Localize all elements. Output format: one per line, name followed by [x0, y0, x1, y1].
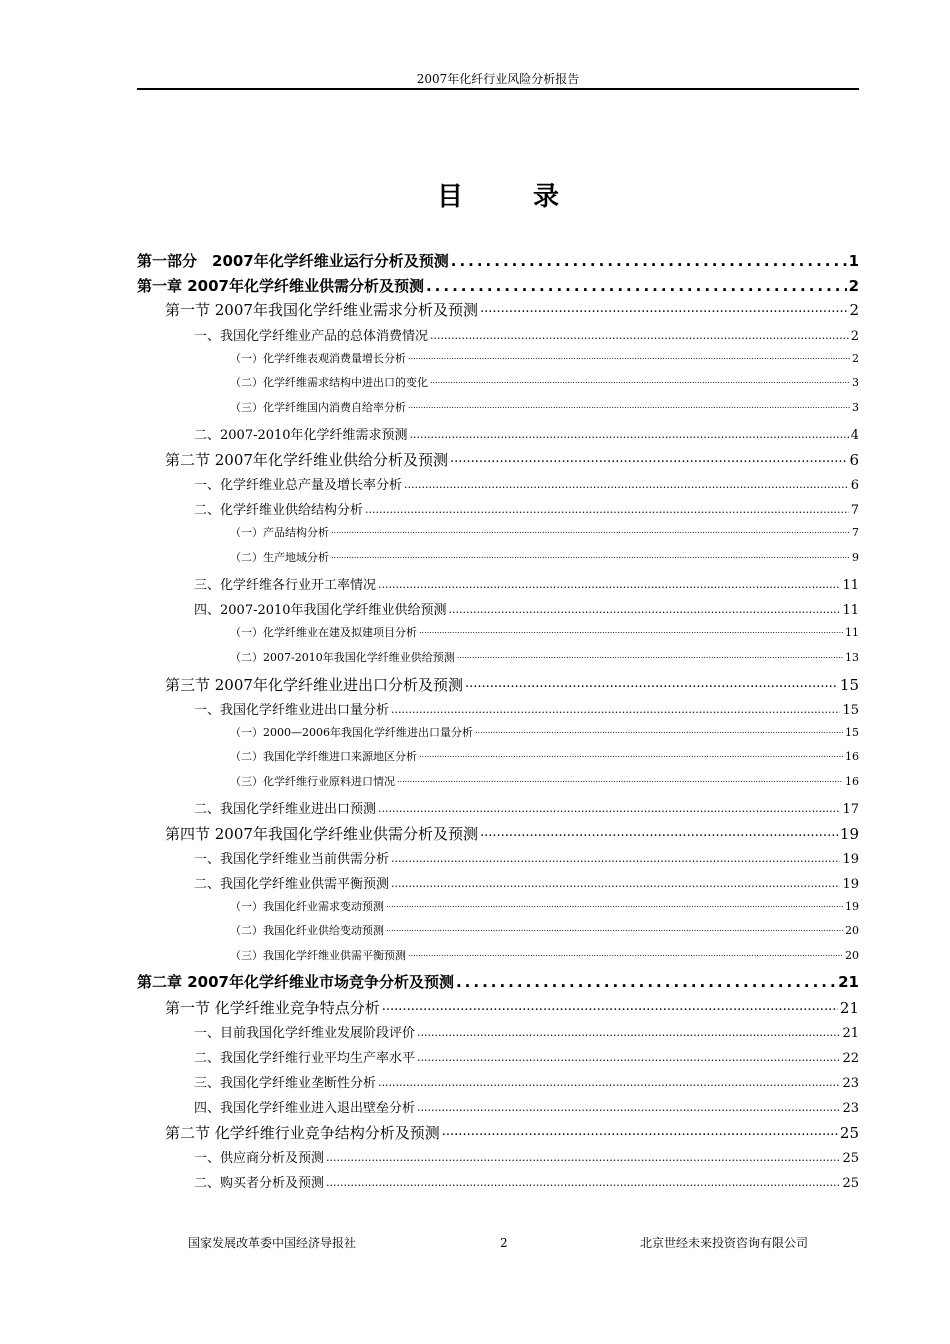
- toc-entry-title: 一、目前我国化学纤维业发展阶段评价: [194, 1026, 416, 1041]
- toc-entry-title: （一）化学纤维表观消费量增长分析: [230, 352, 406, 365]
- toc-page-number: 23: [842, 1076, 859, 1091]
- toc-entry-title: 四、2007-2010年我国化学纤维业供给预测: [194, 603, 447, 618]
- toc-entry-title: （二）化学纤维需求结构中进出口的变化: [230, 376, 428, 389]
- toc-dot-leader: [378, 802, 840, 817]
- toc-entry-title: （一）我国化纤业需求变动预测: [230, 900, 384, 913]
- toc-entry[interactable]: [194, 1022, 859, 1042]
- toc-page-number: 9: [852, 551, 859, 564]
- toc-entry[interactable]: [194, 499, 859, 519]
- toc-entry-title: 三、我国化学纤维业垄断性分析: [194, 1076, 377, 1091]
- footer-page-number: 2: [500, 1236, 508, 1250]
- toc-page-number: 3: [852, 376, 859, 389]
- toc-entry[interactable]: [165, 299, 859, 321]
- toc-dot-leader: [331, 526, 850, 539]
- toc-dot-leader: [391, 877, 840, 892]
- toc-dot-leader: [408, 949, 843, 962]
- toc-page-number: 15: [845, 726, 859, 739]
- toc-dot-leader: [391, 703, 840, 718]
- footer-publisher: 国家发展改革委中国经济导报社: [188, 1236, 357, 1250]
- toc-page-number: 11: [842, 603, 859, 618]
- toc-entry[interactable]: [230, 624, 859, 642]
- toc-page-number: 7: [850, 503, 859, 518]
- toc-dot-leader: [430, 329, 849, 344]
- toc-entry-title: 二、购买者分析及预测: [194, 1176, 325, 1191]
- toc-page-number: 6: [850, 478, 859, 493]
- toc-dot-leader: [365, 503, 849, 518]
- toc-entry[interactable]: [165, 823, 859, 845]
- toc-page-number: 19: [842, 877, 859, 892]
- toc-entry[interactable]: [194, 1072, 859, 1092]
- toc-dot-leader: [419, 750, 843, 763]
- toc-entry[interactable]: [230, 748, 859, 766]
- toc-page-number: 11: [845, 626, 859, 639]
- toc-entry-title: 二、我国化学纤维业进出口预测: [194, 802, 377, 817]
- toc-dot-leader: [331, 551, 850, 564]
- toc-page-number: 19: [845, 900, 859, 913]
- toc-title: 目 录: [436, 182, 581, 212]
- toc-page-number: 16: [845, 750, 859, 763]
- toc-dot-leader: [465, 676, 838, 694]
- toc-entry-title: 第三节 2007年化学纤维业进出口分析及预测: [165, 676, 463, 694]
- toc-entry[interactable]: [194, 1147, 859, 1167]
- toc-page-number: 7: [852, 526, 859, 539]
- toc-page-number: 20: [845, 924, 859, 937]
- footer-company: 北京世经未来投资咨询有限公司: [640, 1236, 809, 1250]
- toc-dot-leader: [451, 252, 847, 270]
- toc-entry-title: 第一节 化学纤维业竞争特点分析: [165, 999, 380, 1017]
- toc-page-number: 25: [842, 1151, 859, 1166]
- toc-entry[interactable]: [230, 524, 859, 542]
- toc-entry[interactable]: [194, 599, 859, 619]
- toc-entry[interactable]: [230, 947, 859, 965]
- toc-entry-title: 四、我国化学纤维业进入退出壁垒分析: [194, 1101, 416, 1116]
- toc-entry-title: 第二节 化学纤维行业竞争结构分析及预测: [165, 1124, 440, 1142]
- toc-entry[interactable]: [230, 649, 859, 667]
- toc-dot-leader: [442, 1124, 838, 1142]
- toc-page-number: 16: [845, 775, 859, 788]
- toc-entry-title: 第四节 2007年我国化学纤维业供需分析及预测: [165, 825, 478, 843]
- toc-entry-title: （一）产品结构分析: [230, 526, 329, 539]
- toc-entry-title: 二、2007-2010年化学纤维需求预测: [194, 428, 408, 443]
- toc-entry[interactable]: [165, 449, 859, 471]
- toc-dot-leader: [391, 852, 840, 867]
- toc-entry-title: （二）2007-2010年我国化学纤维业供给预测: [230, 651, 455, 664]
- toc-dot-leader: [408, 352, 850, 365]
- toc-page-number: 15: [842, 703, 859, 718]
- toc-entry[interactable]: [165, 1122, 859, 1144]
- toc-dot-leader: [450, 451, 848, 469]
- toc-dot-leader: [480, 301, 848, 319]
- toc-entry-title: 二、化学纤维业供给结构分析: [194, 503, 364, 518]
- toc-entry[interactable]: [194, 474, 859, 494]
- toc-page-number: 19: [839, 825, 859, 843]
- toc-dot-leader: [404, 478, 849, 493]
- toc-dot-leader: [378, 1076, 840, 1091]
- toc-dot-leader: [417, 1101, 840, 1116]
- toc-entry[interactable]: [165, 997, 859, 1019]
- toc-entry[interactable]: [137, 250, 859, 272]
- toc-entry-title: 二、我国化学纤维行业平均生产率水平: [194, 1051, 416, 1066]
- toc-dot-leader: [417, 1026, 840, 1041]
- toc-dot-leader: [326, 1151, 840, 1166]
- toc-entry[interactable]: [230, 898, 859, 916]
- toc-entry-title: （一）化学纤维业在建及拟建项目分析: [230, 626, 417, 639]
- toc-dot-leader: [408, 401, 850, 414]
- toc-entry[interactable]: [230, 399, 859, 417]
- toc-entry-title: 第一部分 2007年化学纤维业运行分析及预测: [137, 252, 449, 270]
- toc-page-number: 3: [852, 401, 859, 414]
- toc-dot-leader: [456, 973, 836, 991]
- toc-entry-title: （二）生产地域分析: [230, 551, 329, 564]
- toc-dot-leader: [326, 1176, 840, 1191]
- toc-entry[interactable]: [194, 848, 859, 868]
- toc-entry-title: 第二章 2007年化学纤维业市场竞争分析及预测: [137, 973, 454, 991]
- toc-entry-title: 三、化学纤维各行业开工率情况: [194, 578, 377, 593]
- toc-entry[interactable]: [194, 1172, 859, 1192]
- toc-entry[interactable]: [230, 922, 859, 940]
- toc-page-number: 25: [842, 1176, 859, 1191]
- toc-entry[interactable]: [194, 1047, 859, 1067]
- toc-dot-leader: [410, 428, 849, 443]
- toc-dot-leader: [430, 376, 850, 389]
- toc-entry-title: 第二节 2007年化学纤维业供给分析及预测: [165, 451, 448, 469]
- toc-entry[interactable]: [194, 798, 859, 818]
- toc-dot-leader: [475, 726, 843, 739]
- toc-entry[interactable]: [230, 724, 859, 742]
- toc-entry[interactable]: [194, 699, 859, 719]
- toc-entry-title: 一、我国化学纤维业进出口量分析: [194, 703, 390, 718]
- toc-dot-leader: [419, 626, 843, 639]
- toc-entry[interactable]: [194, 574, 859, 594]
- toc-page-number: 22: [842, 1051, 859, 1066]
- toc-entry[interactable]: [194, 873, 859, 893]
- toc-page-number: 11: [842, 578, 859, 593]
- toc-dot-leader: [382, 999, 838, 1017]
- toc-dot-leader: [386, 924, 843, 937]
- toc-entry-title: 一、我国化学纤维业产品的总体消费情况: [194, 329, 429, 344]
- toc-entry[interactable]: [230, 773, 859, 791]
- toc-page-number: 2: [848, 277, 859, 295]
- toc-dot-leader: [457, 651, 843, 664]
- toc-entry-title: 一、供应商分析及预测: [194, 1151, 325, 1166]
- toc-entry-title: （二）我国化学纤维进口来源地区分析: [230, 750, 417, 763]
- toc-dot-leader: [417, 1051, 840, 1066]
- toc-page-number: 20: [845, 949, 859, 962]
- toc-entry[interactable]: [137, 275, 859, 297]
- toc-entry-title: 一、化学纤维业总产量及增长率分析: [194, 478, 403, 493]
- toc-page-number: 2: [849, 301, 859, 319]
- toc-page-number: 4: [850, 428, 859, 443]
- toc-page-number: 2: [850, 329, 859, 344]
- toc-entry[interactable]: [230, 374, 859, 392]
- toc-page-number: 2: [852, 352, 859, 365]
- toc-entry-title: 第一节 2007年我国化学纤维业需求分析及预测: [165, 301, 478, 319]
- toc-entry[interactable]: [137, 971, 859, 993]
- toc-page-number: 13: [845, 651, 859, 664]
- page-header: 2007年化纤行业风险分析报告: [416, 72, 580, 86]
- toc-page-number: 1: [848, 252, 859, 270]
- toc-entry-title: 第一章 2007年化学纤维业供需分析及预测: [137, 277, 424, 295]
- toc-dot-leader: [378, 578, 840, 593]
- toc-entry-title: （二）我国化纤业供给变动预测: [230, 924, 384, 937]
- toc-page-number: 21: [838, 973, 859, 991]
- toc-entry-title: 二、我国化学纤维业供需平衡预测: [194, 877, 390, 892]
- toc-page-number: 15: [839, 676, 859, 694]
- toc-page-number: 19: [842, 852, 859, 867]
- toc-dot-leader: [449, 603, 841, 618]
- toc-entry-title: （一）2000—2006年我国化学纤维进出口量分析: [230, 726, 473, 739]
- toc-entry[interactable]: [230, 549, 859, 567]
- toc-entry-title: （三）化学纤维行业原料进口情况: [230, 775, 395, 788]
- toc-entry[interactable]: [194, 424, 859, 444]
- toc-dot-leader: [386, 900, 843, 913]
- toc-dot-leader: [397, 775, 843, 788]
- toc-page-number: 6: [849, 451, 859, 469]
- toc-page-number: 25: [839, 1124, 859, 1142]
- toc-page-number: 23: [842, 1101, 859, 1116]
- toc-entry[interactable]: [165, 674, 859, 696]
- toc-dot-leader: [480, 825, 838, 843]
- toc-page-number: 21: [842, 1026, 859, 1041]
- toc-entry-title: 一、我国化学纤维业当前供需分析: [194, 852, 390, 867]
- toc-entry-title: （三）化学纤维国内消费自给率分析: [230, 401, 406, 414]
- toc-entry[interactable]: [194, 1097, 859, 1117]
- toc-page-number: 21: [839, 999, 859, 1017]
- toc-entry-title: （三）我国化学纤维业供需平衡预测: [230, 949, 406, 962]
- toc-page-number: 17: [842, 802, 859, 817]
- toc-entry[interactable]: [194, 325, 859, 345]
- toc-entry[interactable]: [230, 350, 859, 368]
- toc-dot-leader: [426, 277, 847, 295]
